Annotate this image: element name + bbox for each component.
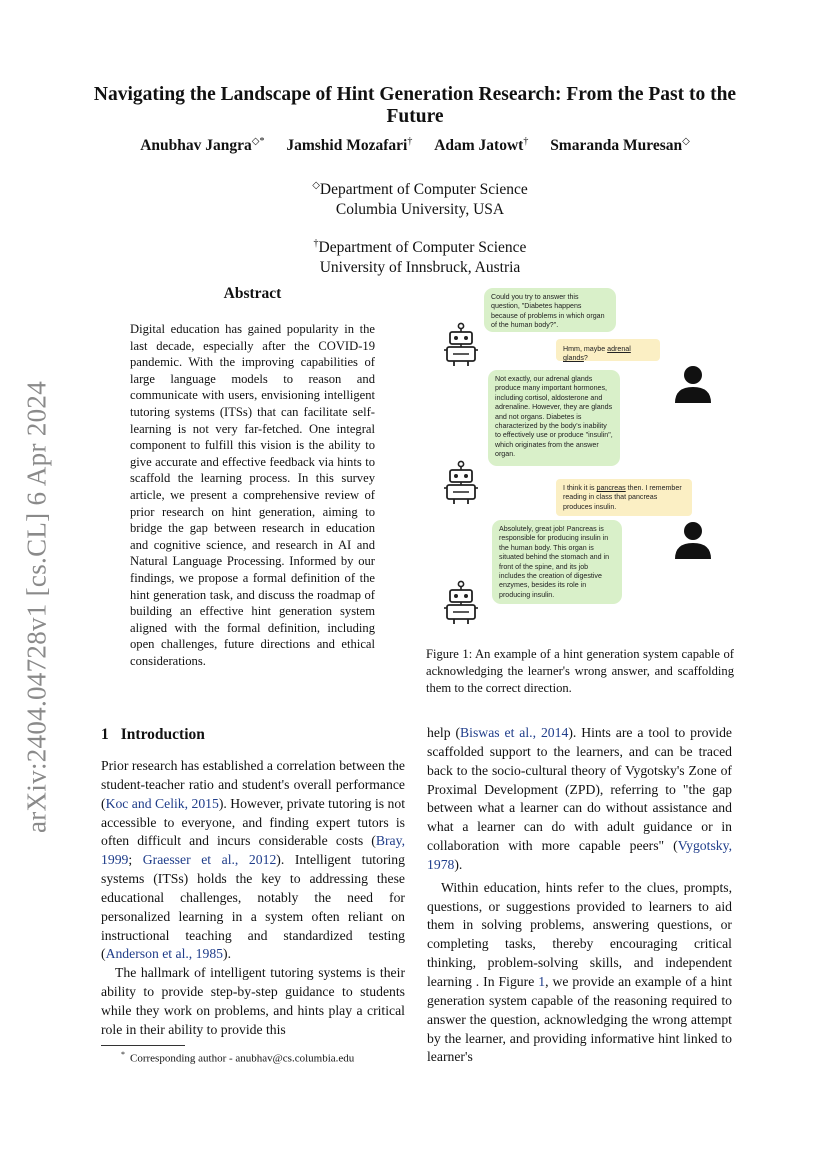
intro-paragraph: The hallmark of intelligent tutoring systems is their ability to provide step-by-step guidance to students while they work on problems, and hints play a critical role in their ability to provide this	[101, 965, 405, 1037]
author-name: Anubhav Jangra	[140, 137, 252, 155]
section-title: Introduction	[120, 726, 205, 743]
affiliation-columbia	[220, 176, 620, 220]
affiliation-department: Department of Computer Science	[318, 239, 527, 257]
bubble-text: ?	[583, 354, 588, 363]
author-name: Jamshid Mozafari	[286, 137, 408, 155]
arxiv-identifier	[16, 372, 58, 842]
bubble-text: Absolutely, great job! Pancreas is responsible for producing insulin in the human body. This organ is situated behind the stomach and in front of the spine, and its job includes the creation of digestive enzymes, besides its role in producing insulin.	[499, 525, 610, 599]
text-run: Prior research has established a correlation between the student-teacher ratio and student's overall performance (	[101, 758, 405, 811]
citation-link[interactable]: Vygotsky, 1978	[427, 838, 732, 872]
text-run: ).	[454, 856, 463, 872]
text-run: Within education, hints refer to the clues, prompts, questions, or suggestions provided to learners to aid them in solving problems, answering questions, or completing tasks, thereby encouraging critical thinking, problem-solving skills, and independent learning . In Figure	[427, 879, 732, 989]
system-bubble	[484, 288, 616, 332]
text-run: ;	[128, 852, 143, 868]
author-list	[60, 136, 770, 155]
bubble-text: I think it is	[563, 484, 597, 492]
citation-link[interactable]: Bray, 1999	[101, 833, 405, 868]
text-run: ). Hints are a tool to provide scaffolded support to the learners, and can be traced back to the socio-cultural theory of Vygotsky's Zone of Proximal Development (ZPD), referring to "the gap between what a learner can do without assistance and what a learner can do with adult guidance or in collaboration with more capable peers" (	[427, 725, 732, 854]
footnote	[101, 1050, 421, 1065]
intro-paragraph	[101, 757, 405, 964]
user-bubble	[556, 339, 660, 361]
abstract-body	[130, 321, 375, 669]
text-run: , we provide an example of a hint generation system capable of the reasoning required to answer the question, acknowledging the wrong attempt by the learner, and providing informative hint linked to learner's	[427, 973, 733, 1065]
figure-reference-link[interactable]: 1	[538, 973, 546, 989]
affiliation-institution: Columbia University, USA	[335, 201, 505, 219]
paper-title: Navigating the Landscape of Hint Generation Research: From the Past to the Future	[93, 84, 737, 127]
robot-icon	[442, 322, 480, 368]
arxiv-identifier-text: arXiv:2404.04728v1 [cs.CL] 6 Apr 2024	[21, 380, 52, 834]
bubble-answer: adrenal glands	[563, 345, 631, 363]
affiliation-institution: University of Innsbruck, Austria	[319, 259, 521, 277]
text-run: help (	[427, 725, 461, 740]
bubble-text: Could you try to answer this question, "Diabetes happens because of problems in which organ of the human body?".	[491, 293, 605, 330]
bubble-answer: pancreas	[596, 484, 626, 492]
citation-link[interactable]: Graesser et al., 2012	[142, 852, 277, 868]
robot-icon	[442, 460, 480, 506]
author-mark: ◇	[682, 136, 690, 147]
author	[140, 137, 264, 154]
affiliation-innsbruck	[220, 234, 620, 278]
author	[550, 137, 690, 154]
author-name: Adam Jatowt	[434, 137, 524, 155]
intro-paragraph	[427, 724, 732, 875]
footnote-text: Corresponding author - anubhav@cs.columbia.edu	[130, 1052, 355, 1065]
affiliation-department: Department of Computer Science	[319, 181, 528, 199]
author-name: Smaranda Muresan	[550, 137, 683, 155]
author	[286, 137, 412, 154]
footnote-mark: *	[121, 1050, 125, 1059]
footnote-divider	[101, 1045, 185, 1046]
abstract-heading: Abstract	[223, 285, 282, 302]
person-icon	[673, 520, 713, 560]
text-run: ). Intelligent tutoring systems (ITSs) holds the key to addressing these educational challenges, notably the need for personalized learning in a system often reliant on instructional teaching and standardized testing (	[101, 852, 405, 962]
citation-link[interactable]: Anderson et al., 1985	[105, 946, 224, 962]
figure-1	[430, 284, 740, 640]
bubble-text: Not exactly, our adrenal glands produce many important hormones, including cortisol, aldosterone and adrenaline. However, they are glands and not organs. Diabetes is characterized by the body's inability to effectively use or produce "insulin", which originates from the answer organ.	[495, 375, 613, 459]
robot-icon	[442, 580, 480, 626]
section-heading	[101, 726, 205, 744]
right-column-body	[427, 724, 732, 1067]
author	[434, 137, 528, 154]
text-run: ).	[223, 946, 232, 962]
user-bubble	[556, 479, 692, 516]
text-run: ). However, private tutoring is not accessible to everyone, and finding expert tutors is often difficult and incurs considerable costs (	[101, 795, 405, 849]
abstract-text: Digital education has gained popularity in the last decade, especially after the COVID-19 pandemic. With the improving capabilities of large language models to reason and communicate with users, envisioning intelligent tutoring systems (ITSs) that can facilitate self-learning is not very far-fetched. One integral component to fulfill this vision is the ability to give accurate and effective feedback via hints to scaffold the learning process. In this survey article, we present a comprehensive review of prior research on hint generation, aiming to bridge the gap between research in education and cognitive science, and research in AI and Natural Language Processing. Informed by our findings, we propose a formal definition of the hint generation task, and discuss the roadmap of building an effective hint generation system aligned with the formal definition, including open challenges, future directions and ethical considerations.	[130, 322, 375, 668]
left-column-body	[101, 757, 405, 1040]
citation-link[interactable]: Biswas et al., 2014	[460, 725, 569, 740]
bubble-text: Hmm, maybe	[563, 345, 608, 353]
person-icon	[673, 364, 713, 404]
affiliation-mark: †	[313, 238, 319, 249]
intro-paragraph	[427, 879, 732, 1067]
system-bubble	[492, 520, 622, 604]
citation-link[interactable]: Koc and Celik, 2015	[105, 795, 219, 811]
author-mark: ◇*	[251, 136, 265, 147]
author-mark: †	[407, 136, 413, 147]
affiliation-mark: ◇	[312, 180, 320, 191]
bubble-text: then. I remember reading in class that pancreas produces insulin.	[563, 484, 682, 511]
figure-caption: Figure 1: An example of a hint generation system capable of acknowledging the learner's wrong answer, and scaffolding them to the correct direction.	[426, 647, 734, 695]
author-mark: †	[523, 136, 529, 147]
section-number: 1	[101, 726, 109, 743]
system-bubble	[488, 370, 620, 466]
